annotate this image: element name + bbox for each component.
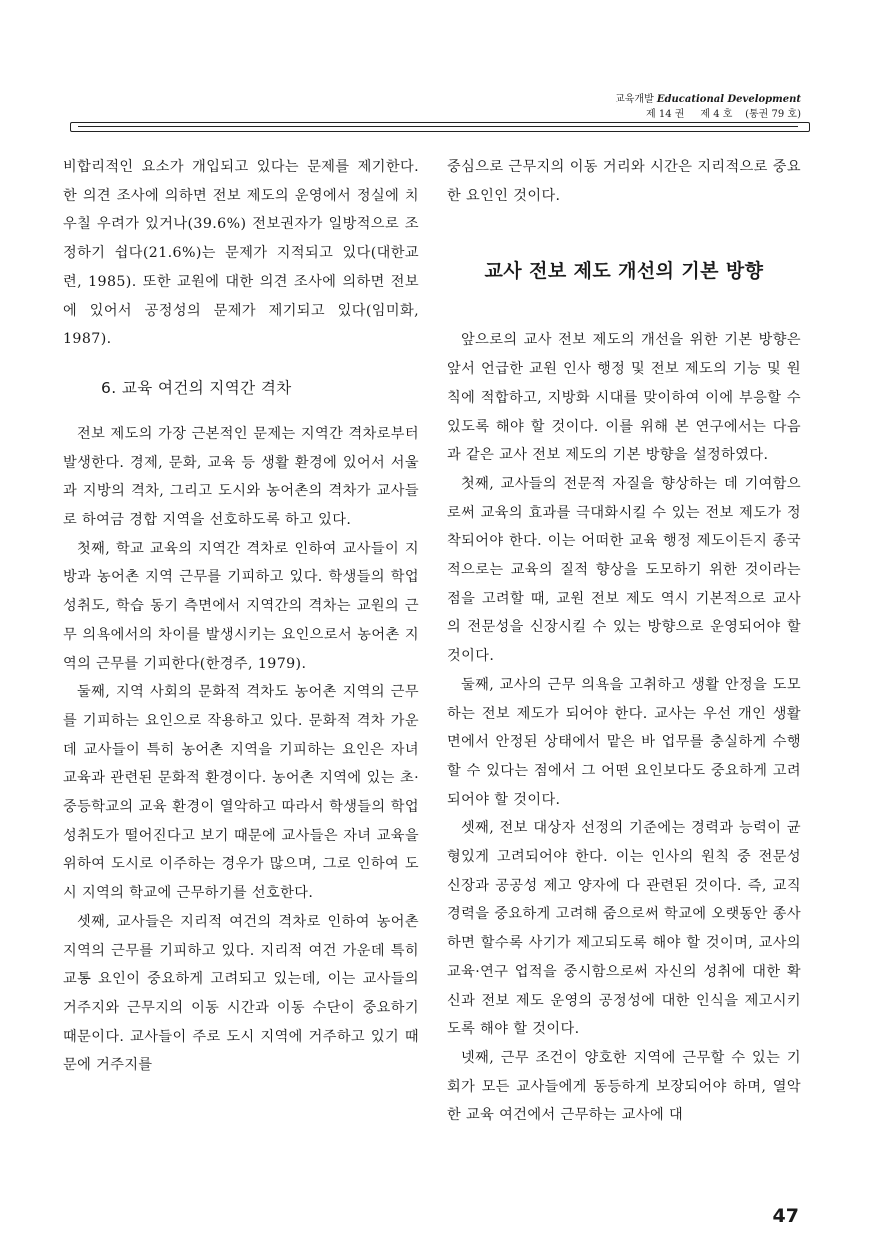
left-paragraph-4: 둘째, 지역 사회의 문화적 격차도 농어촌 지역의 근무를 기피하는 요인으로 작용하고 있다. 문화적 격차 가운데 교사들이 특히 농어촌 지역을 기피하는 요인은 자녀 교육과 관련된 문화적 환경이다. 농어촌 지역에 있는 초·중등학교의 교육 환경이 열악하고 따라서 학생들의 학업 성취도가 떨어진다고 보기 때문에 교사들은 자녀 교육을 위하여 도시로 이주하는 경우가 많으며, 그로 인하여 도시 지역의 학교에 근무하기를 선호한다. bbox=[63, 684, 419, 902]
left-paragraph-3: 첫째, 학교 교육의 지역간 격차로 인하여 교사들이 지방과 농어촌 지역 근무를 기피하고 있다. 학생들의 학업 성취도, 학습 동기 측면에서 지역간의 격차는 교원의 근무 의욕에서의 차이를 발생시키는 요인으로서 농어촌 지역의 근무를 기피한다(한경주, 1979). bbox=[63, 540, 419, 672]
right-paragraph-2: 앞으로의 교사 전보 제도의 개선을 위한 기본 방향은 앞서 언급한 교원 인사 행정 및 전보 제도의 기능 및 원칙에 적합하고, 지방화 시대를 맞이하여 이에 부응할 수 있도록 해야 할 것이다. 이를 위해 본 연구에서는 다음과 같은 교사 전보 제도의 기본 방향을 설정하였다. bbox=[447, 332, 801, 464]
page-number: 47 bbox=[772, 1205, 799, 1227]
running-header bbox=[615, 92, 801, 122]
journal-title-en: Educational Development bbox=[656, 94, 801, 105]
serial-label: (통권 79 호) bbox=[745, 109, 801, 120]
right-paragraph-1: 중심으로 근무지의 이동 거리와 시간은 지리적으로 중요한 요인인 것이다. bbox=[447, 159, 801, 204]
right-column bbox=[447, 153, 801, 1130]
section-heading-6: 6. 교육 여건의 지역간 격차 bbox=[101, 378, 292, 397]
header-rule-inner bbox=[78, 126, 798, 127]
right-paragraph-5: 셋째, 전보 대상자 선정의 기준에는 경력과 능력이 균형있게 고려되어야 한다. 이는 인사의 원칙 중 전문성 신장과 공공성 제고 양자에 다 관련된 것이다. 즉, 교직 경력을 중요하게 고려해 줌으로써 학교에 오랫동안 종사하면 할수록 사기가 제고되도록 해야 할 것이며, 교사의 교육·연구 업적을 중시함으로써 자신의 성취에 대한 확신과 전보 제도 운영의 공정성에 대한 인식을 제고시키도록 해야 할 것이다. bbox=[447, 820, 801, 1038]
left-paragraph-5: 셋째, 교사들은 지리적 여건의 격차로 인하여 농어촌 지역의 근무를 기피하고 있다. 지리적 여건 가운데 특히 교통 요인이 중요하게 고려되고 있는데, 이는 교사들의 거주지와 근무지의 이동 시간과 이동 수단이 중요하기 때문이다. 교사들이 주로 도시 지역에 거주하고 있기 때문에 거주지를 bbox=[63, 913, 419, 1074]
volume-label: 제 14 권 bbox=[646, 109, 685, 120]
left-paragraph-2: 전보 제도의 가장 근본적인 문제는 지역간 격차로부터 발생한다. 경제, 문화, 교육 등 생활 환경에 있어서 서울과 지방의 격차, 그리고 도시와 농어촌의 격차가 교사들로 하여금 경합 지역을 선호하도록 하고 있다. bbox=[63, 425, 419, 529]
right-paragraph-3: 첫째, 교사들의 전문적 자질을 향상하는 데 기여함으로써 교육의 효과를 극대화시킬 수 있는 전보 제도가 정착되어야 한다. 이는 어떠한 교육 행정 제도이든지 종국적으로는 교육의 질적 향상을 도모하기 위한 것이라는 점을 고려할 때, 교원 전보 제도 역시 기본적으로 교사의 전문성을 신장시킬 수 있는 방향으로 운영되어야 할 것이다. bbox=[447, 475, 801, 665]
journal-title-ko: 교육개발 bbox=[615, 94, 654, 105]
left-column bbox=[63, 153, 419, 1080]
right-paragraph-6: 넷째, 근무 조건이 양호한 지역에 근무할 수 있는 기회가 모든 교사들에게 동등하게 보장되어야 하며, 열악한 교육 여건에서 근무하는 교사에 대 bbox=[447, 1049, 801, 1124]
left-paragraph-1: 비합리적인 요소가 개입되고 있다는 문제를 제기한다. 한 의견 조사에 의하면 전보 제도의 운영에서 정실에 치우칠 우려가 있거나(39.6%) 전보권자가 일방적으로 조정하기 쉽다(21.6%)는 문제가 지적되고 있다(대한교련, 1985). 또한 교원에 대한 의견 조사에 의하면 전보에 있어서 공정성의 문제가 제기되고 있다(임미화, 1987). bbox=[63, 159, 419, 348]
right-paragraph-4: 둘째, 교사의 근무 의욕을 고취하고 생활 안정을 도모하는 전보 제도가 되어야 한다. 교사는 우선 개인 생활면에서 안정된 상태에서 맡은 바 업무를 충실하게 수행할 수 있다는 점에서 그 어떤 요인보다도 중요하게 고려되어야 할 것이다. bbox=[447, 676, 801, 808]
header-rule bbox=[70, 122, 810, 132]
section-heading-basic-direction: 교사 전보 제도 개선의 기본 방향 bbox=[484, 260, 764, 283]
issue-label: 제 4 호 bbox=[700, 109, 733, 120]
